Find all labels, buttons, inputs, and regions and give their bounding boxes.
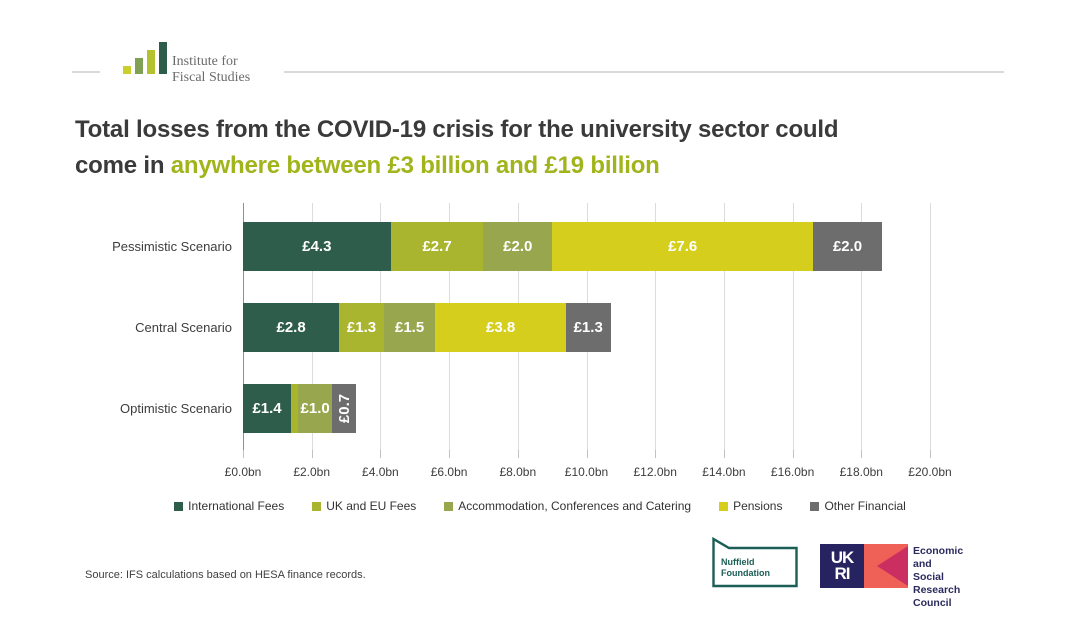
bar-value-label: £0.7 <box>335 393 353 424</box>
bar-value-label: £3.8 <box>486 319 516 336</box>
legend-item <box>444 499 691 513</box>
category-label: Optimistic Scenario <box>120 400 232 416</box>
legend-swatch-icon <box>312 502 321 511</box>
bar-segment <box>552 222 813 271</box>
bar-segment <box>243 222 391 271</box>
title-line2-highlight: anywhere between £3 billion and £19 billion <box>170 152 660 179</box>
esrc-name-text <box>913 545 963 610</box>
bar-value-label: £2.7 <box>422 238 452 255</box>
axis-tick <box>243 450 244 458</box>
nuffield-line1: Nuffield <box>721 557 755 567</box>
legend-item <box>174 499 284 513</box>
bar-value-label: £1.0 <box>300 400 330 417</box>
legend-swatch-icon <box>174 502 183 511</box>
esrc-arrow-icon <box>864 544 908 588</box>
ifs-logo-line1: Institute for <box>172 54 238 69</box>
legend-item <box>719 499 782 513</box>
chart-legend <box>0 499 1080 513</box>
bar-value-label: £1.3 <box>346 319 377 336</box>
bar-row <box>243 222 930 271</box>
legend-label: International Fees <box>188 499 285 513</box>
nuffield-foundation-logo <box>712 536 798 588</box>
x-axis-tick-label: £4.0bn <box>362 465 399 479</box>
ifs-logo-bar <box>123 66 131 74</box>
bar-value-label: £7.6 <box>668 238 698 255</box>
gridline <box>930 203 931 450</box>
x-axis-tick-label: £20.0bn <box>908 465 952 479</box>
axis-tick <box>380 450 381 458</box>
title-line1: Total losses from the COVID-19 crisis for the university sector could <box>75 116 839 143</box>
x-axis-tick-label: £2.0bn <box>293 465 331 479</box>
bar-value-label: £4.3 <box>302 238 332 255</box>
page-title <box>75 112 1005 184</box>
bar-segment <box>332 384 356 433</box>
bar-value-label: £2.0 <box>503 238 533 255</box>
ukri-letters-icon <box>820 544 864 588</box>
nuffield-logo-text <box>721 557 770 579</box>
stacked-bar-chart <box>0 196 1080 536</box>
bar-segment <box>298 384 332 433</box>
x-axis-tick-label: £0.0bn <box>224 465 262 479</box>
bar-value-label: £1.5 <box>394 319 425 336</box>
bar-segment <box>339 303 384 352</box>
axis-tick <box>930 450 931 458</box>
legend-label: Accommodation, Conferences and Catering <box>458 499 692 513</box>
header-rule-right <box>284 71 1004 73</box>
legend-label: Pensions <box>733 499 783 513</box>
axis-tick <box>861 450 862 458</box>
bar-value-label: £2.0 <box>832 238 863 255</box>
ukri-uk: UK <box>830 548 854 567</box>
axis-tick <box>724 450 725 458</box>
ifs-logo-bar <box>147 50 155 74</box>
ifs-logo-bar <box>135 58 143 74</box>
bar-segment <box>291 384 298 433</box>
legend-item <box>312 499 416 513</box>
legend-label: Other Financial <box>824 499 906 513</box>
x-axis-tick-label: £10.0bn <box>564 465 609 479</box>
esrc-line2: and Social <box>913 558 944 583</box>
legend-swatch-icon <box>719 502 728 511</box>
ifs-logo-icon <box>123 42 169 74</box>
legend-swatch-icon <box>810 502 819 511</box>
x-axis-tick-label: £16.0bn <box>770 465 815 479</box>
legend-label: UK and EU Fees <box>326 499 417 513</box>
axis-tick <box>793 450 794 458</box>
bar-segment <box>243 384 291 433</box>
x-axis-tick-label: £8.0bn <box>499 465 537 479</box>
bar-segment <box>391 222 484 271</box>
bar-row <box>243 384 930 433</box>
bar-segment <box>435 303 566 352</box>
title-line2-dark: come in <box>75 152 171 179</box>
axis-tick <box>312 450 313 458</box>
x-axis-tick-label: £18.0bn <box>839 465 883 479</box>
category-label: Central Scenario <box>135 319 232 335</box>
bar-segment <box>384 303 436 352</box>
nuffield-line2: Foundation <box>721 568 770 578</box>
source-note: Source: IFS calculations based on HESA finance records. <box>85 569 366 581</box>
bar-value-label: £2.8 <box>276 319 306 336</box>
bar-row <box>243 303 930 352</box>
legend-swatch-icon <box>444 502 453 511</box>
bar-segment <box>243 303 339 352</box>
plot-area <box>243 203 930 450</box>
category-label: Pessimistic Scenario <box>112 238 232 254</box>
header-rule-left <box>72 71 100 73</box>
esrc-line3: Research Council <box>913 584 961 609</box>
ifs-logo-line2: Fiscal Studies <box>172 70 251 85</box>
x-axis-tick-label: £14.0bn <box>702 465 746 479</box>
bar-segment <box>813 222 882 271</box>
axis-tick <box>518 450 519 458</box>
x-axis-tick-label: £6.0bn <box>430 465 468 479</box>
axis-tick <box>587 450 588 458</box>
bar-value-label: £1.3 <box>573 319 603 336</box>
axis-tick <box>655 450 656 458</box>
bar-segment <box>483 222 552 271</box>
axis-tick <box>449 450 450 458</box>
x-axis-tick-label: £12.0bn <box>633 465 677 479</box>
ukri-ri: RI <box>834 564 850 583</box>
legend-item <box>810 499 905 513</box>
esrc-line1: Economic <box>913 545 964 557</box>
ifs-logo-bar <box>159 42 167 74</box>
ifs-logo-text <box>172 54 250 86</box>
bar-value-label: £1.4 <box>252 400 282 417</box>
bar-segment <box>566 303 611 352</box>
